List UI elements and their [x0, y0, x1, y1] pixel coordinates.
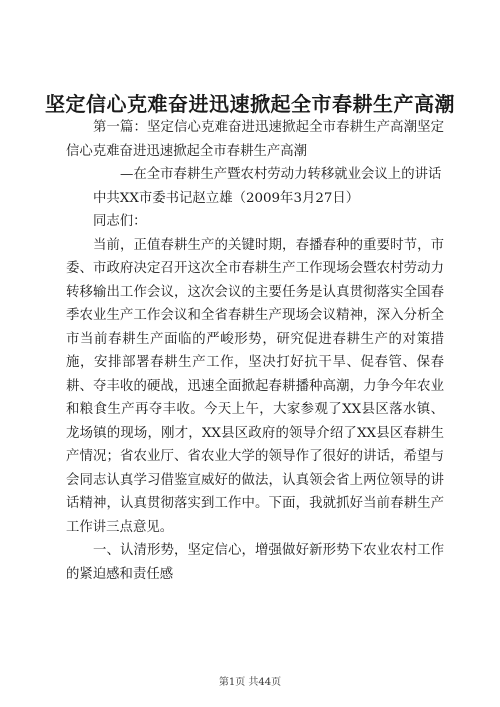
document-title: 坚定信心克难奋进迅速掀起全市春耕生产高潮: [45, 92, 455, 116]
page-number-footer: 第1页 共44页: [218, 677, 282, 688]
document-body: [66, 116, 444, 586]
paragraph-intro: 当前，正值春耕生产的关键时期，春播春种的重要时节，市委、市政府决定召开这次全市春耕生产工作现场会暨农村劳动力转移输出工作会议，这次会议的主要任务是认真贯彻落实全国春季农业生产工作会议和全省春耕生产现场会议精神，深入分析全市当前春耕生产面临的严峻形势，研究促进春耕生产的对策措施，安排部署春耕生产工作，坚决打好抗干旱、促春管、保春耕、夺丰收的硬战，迅速全面掀起春耕播种高潮，力争今年农业和粮食生产再夺丰收。今天上午，大家参观了XX县区落水镇、龙场镇的现场，刚才，XX县区政府的领导介绍了XX县区春耕生产情况；省农业厅、省农业大学的领导作了很好的讲话，希望与会同志认真学习借鉴宣威好的做法，认真领会省上两位领导的讲话精神，认真贯彻落实到工作中。下面，我就抓好当前春耕生产工作讲三点意见。: [66, 237, 444, 535]
speech-subtitle: —在全市春耕生产暨农村劳动力转移就业会议上的讲话: [120, 167, 442, 182]
salutation: 同志们：: [93, 214, 147, 229]
speech-author: 中共XX市委书记赵立雄（2009年3月27日）: [93, 190, 360, 206]
section-heading-1: 一、认清形势，坚定信心，增强做好新形势下农业农村工作的紧迫感和责任感: [66, 543, 444, 582]
document-heading: 第一篇：坚定信心克难奋进迅速掀起全市春耕生产高潮坚定信心克难奋进迅速掀起全市春耕生产高潮: [66, 120, 444, 159]
